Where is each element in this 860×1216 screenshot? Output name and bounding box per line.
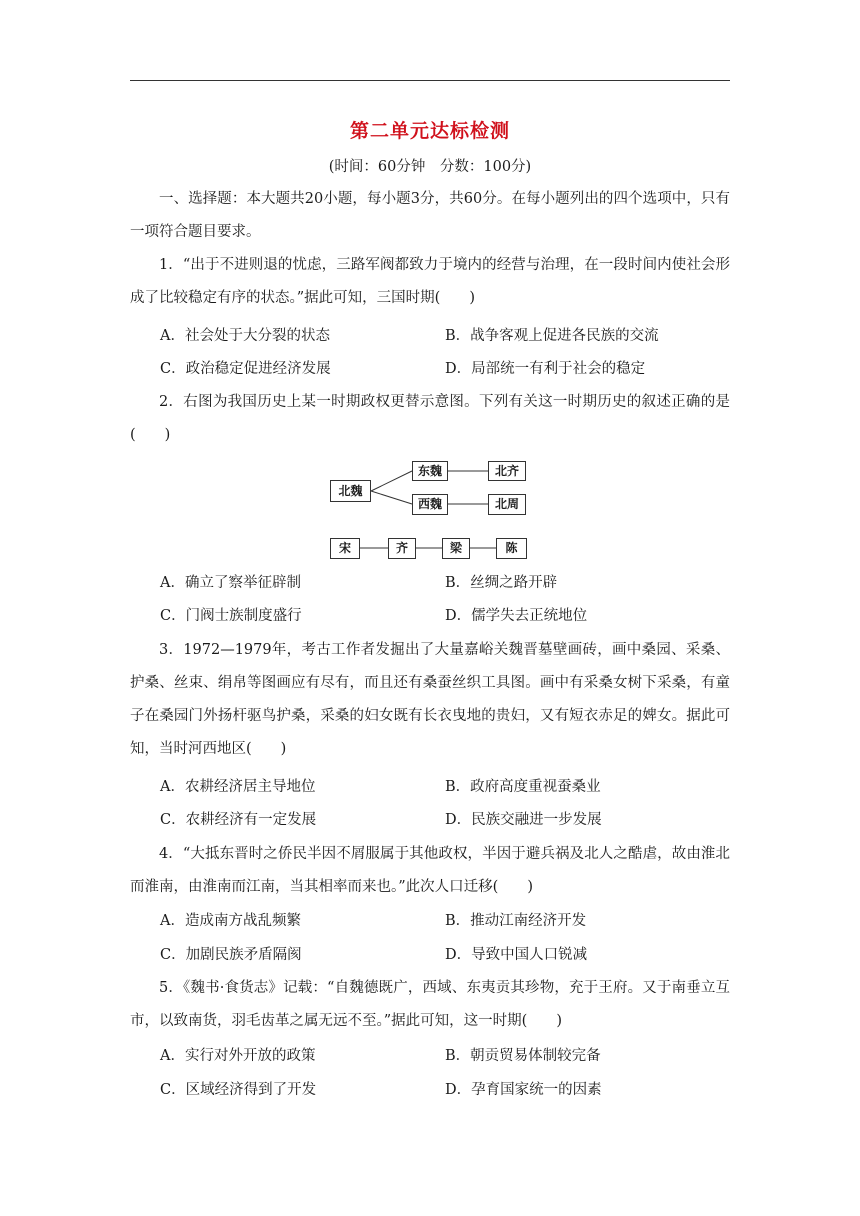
section-intro: 一、选择题：本大题共20小题，每小题3分，共60分。在每小题列出的四个选项中，只有一项符合题目要求。 xyxy=(130,191,730,240)
diagram-box-song: 宋 xyxy=(330,538,360,559)
diagram-box-qi: 齐 xyxy=(388,538,416,559)
regime-succession-diagram xyxy=(330,458,530,560)
question-4-option-d[interactable]: D．导致中国人口锐减 xyxy=(445,947,588,963)
page-title: 第二单元达标检测 xyxy=(349,120,510,142)
question-1-stem: 1．“出于不进则退的忧虑，三路军阀都致力于境内的经营与治理，在一段时间内使社会形成了比较稳定有序的状态。”据此可知，三国时期( ) xyxy=(130,257,730,306)
question-3-stem: 3．1972—1979年，考古工作者发掘出了大量嘉峪关魏晋墓壁画砖，画中桑园、采桑、护桑、丝束、绢帛等图画应有尽有，而且还有桑蚕丝织工具图。画中有采桑女树下采桑，有童子在桑园门外扬杆驱鸟护桑，采桑的妇女既有长衣曳地的贵妇，又有短衣赤足的婢女。据此可知，当时河西地区( ) xyxy=(130,642,730,757)
exam-meta: (时间：60分钟 分数：100分) xyxy=(328,159,532,175)
question-2-option-c[interactable]: C．门阀士族制度盛行 xyxy=(160,608,302,624)
question-3-option-b[interactable]: B．政府高度重视蚕桑业 xyxy=(445,779,601,795)
question-5-stem: 5．《魏书·食货志》记载：“自魏德既广，西域、东夷贡其珍物，充于王府。又于南垂立互市，以致南货，羽毛齿革之属无远不至。”据此可知，这一时期( ) xyxy=(130,980,730,1029)
question-2-option-b[interactable]: B．丝绸之路开辟 xyxy=(445,575,558,591)
question-2-option-d[interactable]: D．儒学失去正统地位 xyxy=(445,608,588,624)
question-5-option-a[interactable]: A．实行对外开放的政策 xyxy=(160,1048,316,1064)
question-2-stem: 2．右图为我国历史上某一时期政权更替示意图。下列有关这一时期历史的叙述正确的是( ) xyxy=(130,394,730,443)
question-3-option-a[interactable]: A．农耕经济居主导地位 xyxy=(160,779,316,795)
diagram-box-beiwei: 北魏 xyxy=(330,480,371,502)
question-2-option-a[interactable]: A．确立了察举征辟制 xyxy=(160,575,301,591)
diagram-box-chen: 陈 xyxy=(496,538,527,559)
question-4-option-b[interactable]: B．推动江南经济开发 xyxy=(445,913,587,929)
question-1-option-b[interactable]: B．战争客观上促进各民族的交流 xyxy=(445,328,659,344)
header-rule xyxy=(130,80,730,81)
question-1-option-c[interactable]: C．政治稳定促进经济发展 xyxy=(160,361,331,377)
diagram-box-beizhou: 北周 xyxy=(488,494,526,515)
question-3-option-c[interactable]: C．农耕经济有一定发展 xyxy=(160,812,317,828)
question-4-stem: 4．“大抵东晋时之侨民半因不屑服属于其他政权，半因于避兵祸及北人之酷虐，故由淮北而淮南，由淮南而江南，当其相率而来也。”此次人口迁移( ) xyxy=(130,846,730,895)
question-4-option-a[interactable]: A．造成南方战乱频繁 xyxy=(160,913,301,929)
question-5-option-c[interactable]: C．区域经济得到了开发 xyxy=(160,1082,317,1098)
question-1-option-a[interactable]: A．社会处于大分裂的状态 xyxy=(160,328,330,344)
diagram-box-beiqi: 北齐 xyxy=(488,461,526,481)
diagram-box-liang: 梁 xyxy=(442,538,470,559)
question-5-option-d[interactable]: D．孕育国家统一的因素 xyxy=(445,1082,602,1098)
diagram-box-xiwei: 西魏 xyxy=(412,494,448,515)
question-4-option-c[interactable]: C．加剧民族矛盾隔阂 xyxy=(160,947,302,963)
question-5-option-b[interactable]: B．朝贡贸易体制较完备 xyxy=(445,1048,601,1064)
diagram-box-dongwei: 东魏 xyxy=(412,461,448,481)
question-1-option-d[interactable]: D．局部统一有利于社会的稳定 xyxy=(445,361,646,377)
question-3-option-d[interactable]: D．民族交融进一步发展 xyxy=(445,812,602,828)
